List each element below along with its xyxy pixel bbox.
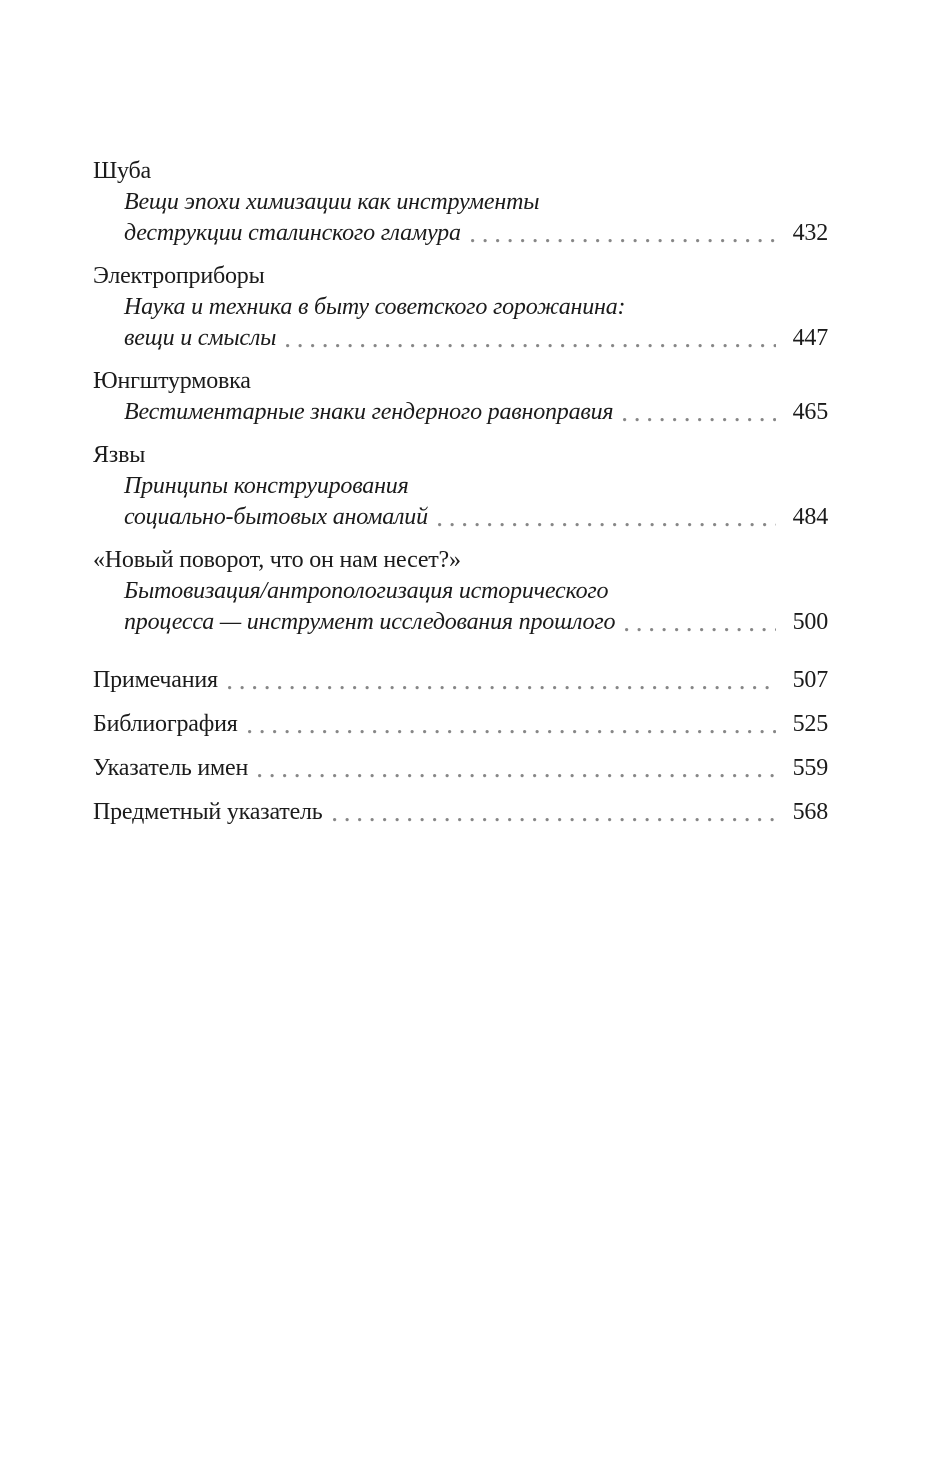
dot-leader [438,523,776,527]
dot-leader [625,628,776,632]
dot-leader [258,774,776,778]
toc-entry-last-line [124,218,828,249]
toc-entry-subtitle-line: деструкции сталинского гламура [124,220,461,246]
toc-entry-list [93,156,828,638]
toc-entry-title: «Новый поворот, что он нам несет?» [93,547,461,573]
toc-entry [93,156,828,249]
page-number: 559 [792,755,828,781]
toc-entry-last-line [124,397,828,428]
dot-leader [333,818,776,822]
toc-entry-subtitle-line: Наука и техника в быту советского горожанина: [124,294,626,320]
toc-entry-subtitle-line: Вестиментарные знаки гендерного равноправия [124,399,614,425]
back-matter-row [93,665,828,696]
toc-entry-subtitle-line: социально-бытовых аномалий [124,504,428,530]
toc-entry-subtitle-line: Вещи эпохи химизации как инструменты [124,189,540,215]
toc-entry-title: Язвы [93,442,146,468]
toc-entry-subtitle-line: процесса — инструмент исследования прошлого [124,609,616,635]
toc-entry [93,366,828,428]
page-number: 500 [792,609,828,635]
toc-content [93,156,828,841]
page-number: 525 [792,711,828,737]
page-number: 568 [792,799,828,825]
back-matter-row [93,797,828,828]
toc-entry [93,261,828,354]
page-number: 447 [792,325,828,351]
page-number: 507 [792,667,828,693]
toc-entry-subtitle-line: вещи и смыслы [124,325,277,351]
toc-entry-subtitles [93,471,828,502]
dot-leader [623,418,776,422]
dot-leader [228,686,776,690]
page-number: 465 [792,399,828,425]
toc-entry-subtitle-line: Бытовизация/антропологизация исторического [124,578,609,604]
toc-entry [93,545,828,638]
toc-entry-last-line [124,323,828,354]
toc-entry-last-line [124,607,828,638]
dot-leader [471,239,776,243]
dot-leader [286,344,776,348]
page-number: 484 [792,504,828,530]
back-matter-title: Библиография [93,711,238,737]
back-matter-title: Указатель имен [93,755,249,781]
back-matter-title: Предметный указатель [93,799,323,825]
back-matter-title: Примечания [93,667,218,693]
dot-leader [248,730,776,734]
toc-entry-subtitles [93,576,828,607]
toc-entry-title: Юнгштурмовка [93,368,251,394]
toc-entry-title: Электроприборы [93,263,265,289]
toc-entry [93,440,828,533]
toc-entry-subtitles [93,292,828,323]
toc-entry-title: Шуба [93,158,151,184]
toc-entry-last-line [124,502,828,533]
toc-entry-subtitle-line: Принципы конструирования [124,473,409,499]
toc-entry-subtitles [93,187,828,218]
back-matter-row [93,753,828,784]
back-matter-list [93,665,828,828]
back-matter-row [93,709,828,740]
page-number: 432 [792,220,828,246]
